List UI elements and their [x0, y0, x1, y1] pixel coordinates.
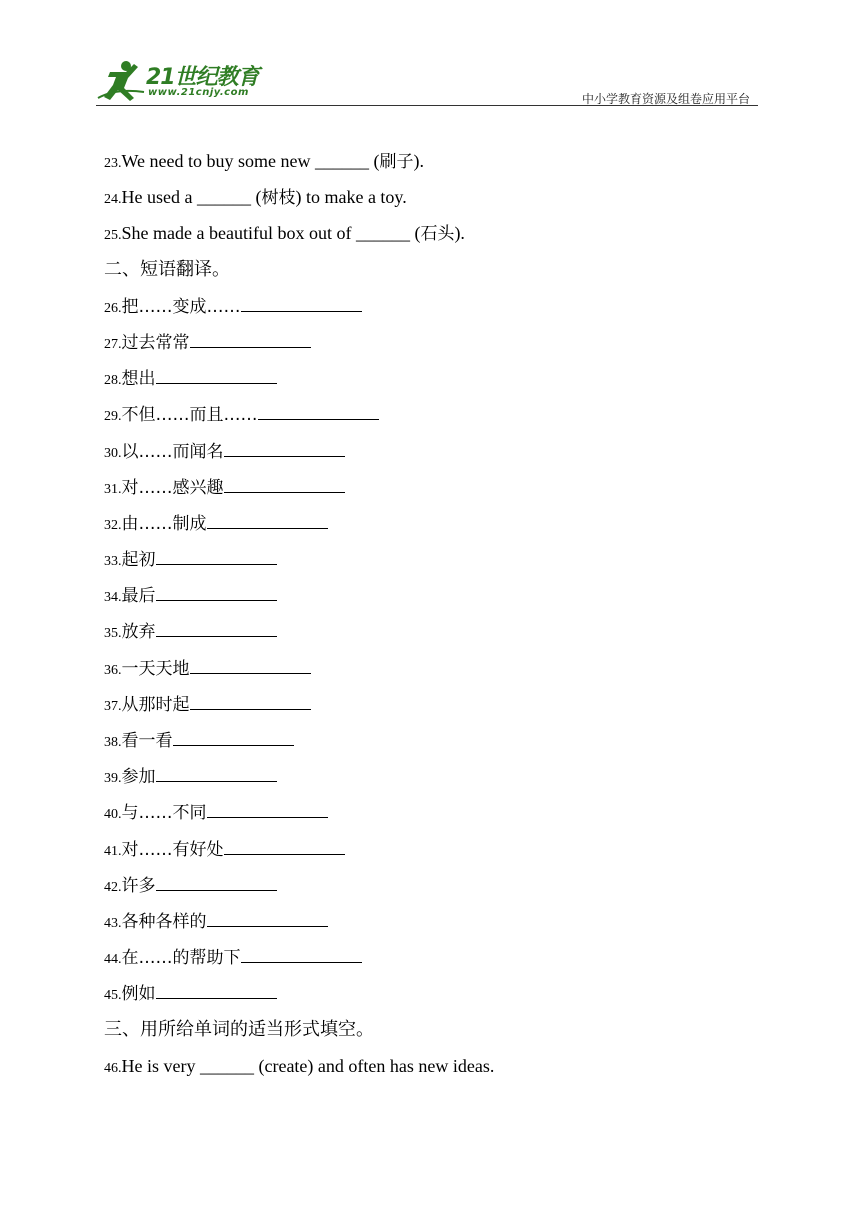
section-heading: 三、用所给单词的适当形式填空。 — [104, 1018, 374, 1040]
answer-blank[interactable] — [190, 657, 311, 674]
phrase-item — [104, 689, 764, 725]
item-number: 36. — [104, 662, 122, 678]
phrase-text: 一天天地 — [121, 658, 190, 679]
phrase-item — [104, 906, 764, 942]
item-number: 33. — [104, 554, 122, 570]
sentence-item — [104, 1051, 764, 1087]
phrase-item — [104, 797, 764, 833]
worksheet-content — [104, 146, 764, 1087]
answer-blank[interactable] — [207, 801, 328, 818]
site-logo — [96, 58, 266, 102]
item-number: 30. — [104, 445, 122, 461]
answer-blank[interactable] — [258, 403, 379, 420]
answer-blank[interactable] — [241, 946, 362, 963]
item-number: 41. — [104, 843, 122, 859]
phrase-item — [104, 327, 764, 363]
phrase-text: 参加 — [121, 767, 156, 788]
phrase-text: 许多 — [121, 875, 156, 896]
phrase-item — [104, 399, 764, 435]
item-number: 27. — [104, 336, 122, 352]
logo-title: 21世纪教育 — [146, 65, 259, 90]
phrase-text: 以……而闻名 — [121, 441, 224, 462]
item-number: 31. — [104, 481, 122, 497]
phrase-text: 最后 — [121, 586, 156, 607]
answer-blank[interactable] — [156, 620, 277, 637]
answer-blank[interactable] — [156, 548, 277, 565]
item-number: 37. — [104, 698, 122, 714]
answer-blank[interactable] — [207, 910, 328, 927]
phrase-item — [104, 508, 764, 544]
phrase-item — [104, 942, 764, 978]
item-number: 25. — [104, 228, 122, 244]
phrase-text: 对……感兴趣 — [121, 477, 224, 498]
answer-blank[interactable] — [156, 367, 277, 384]
answer-blank[interactable] — [173, 729, 294, 746]
header-divider — [96, 105, 758, 106]
phrase-item — [104, 544, 764, 580]
item-number: 32. — [104, 517, 122, 533]
chinese-hint: 树枝 — [261, 188, 296, 209]
phrase-item — [104, 653, 764, 689]
phrase-text: 看一看 — [121, 731, 173, 751]
answer-blank[interactable] — [156, 874, 277, 891]
phrase-text: 对……有好处 — [121, 839, 224, 860]
item-number: 38. — [104, 735, 122, 750]
answer-blank[interactable] — [156, 584, 277, 601]
item-number: 45. — [104, 988, 122, 1004]
item-number: 44. — [104, 952, 122, 968]
answer-blank[interactable] — [190, 693, 311, 710]
logo-url: www.21cnjy.com — [148, 87, 249, 98]
site-name: 中小学教育资源及组卷应用平台 — [581, 92, 750, 106]
phrase-text: 由……制成 — [121, 513, 207, 534]
item-number: 46. — [104, 1060, 122, 1076]
chinese-hint: 石头 — [420, 224, 455, 245]
item-number: 28. — [104, 373, 122, 389]
phrase-item — [104, 580, 764, 616]
answer-blank[interactable] — [224, 476, 345, 493]
answer-blank[interactable] — [241, 295, 362, 312]
phrase-text: 过去常常 — [121, 332, 190, 353]
sentence-text: He is very ______ (create) and often has new ideas. — [121, 1055, 495, 1076]
phrase-item — [104, 870, 764, 906]
item-number: 26. — [104, 300, 122, 316]
phrase-text: 例如 — [121, 984, 156, 1005]
sentence-ending: ). — [454, 223, 465, 244]
answer-blank[interactable] — [190, 331, 311, 348]
phrase-text: 各种各样的 — [121, 911, 207, 932]
page-header — [96, 58, 758, 106]
phrase-item — [104, 978, 764, 1014]
item-number: 24. — [104, 192, 122, 208]
answer-blank[interactable] — [224, 440, 345, 457]
phrase-text: 与……不同 — [121, 803, 207, 824]
phrase-item — [104, 436, 764, 472]
item-number: 42. — [104, 879, 122, 895]
chinese-hint: 刷子 — [379, 152, 414, 172]
phrase-item — [104, 616, 764, 652]
phrase-item — [104, 291, 764, 327]
phrase-item — [104, 725, 764, 761]
phrase-item — [104, 363, 764, 399]
item-number: 35. — [104, 626, 122, 642]
item-number: 29. — [104, 409, 122, 425]
phrase-text: 想出 — [121, 369, 156, 390]
answer-blank[interactable] — [224, 838, 345, 855]
item-number: 43. — [104, 915, 122, 931]
phrase-text: 在……的帮助下 — [121, 948, 241, 969]
item-number: 34. — [104, 590, 122, 606]
sentence-ending: ). — [413, 151, 424, 171]
sentence-text: We need to buy some new ______ ( — [121, 151, 380, 171]
sentence-text: He used a ______ ( — [121, 187, 262, 208]
phrase-item — [104, 472, 764, 508]
phrase-text: 放弃 — [121, 622, 156, 643]
answer-blank[interactable] — [207, 512, 328, 529]
item-number: 40. — [104, 807, 122, 823]
phrase-text: 从那时起 — [121, 694, 190, 715]
answer-blank[interactable] — [156, 982, 277, 999]
sentence-ending: ) to make a toy. — [295, 187, 407, 208]
sentence-text: She made a beautiful box out of ______ ( — [121, 223, 421, 244]
item-number: 39. — [104, 771, 122, 787]
sentence-item — [104, 218, 764, 254]
phrase-item — [104, 834, 764, 870]
phrase-item — [104, 761, 764, 797]
phrase-text: 把……变成…… — [121, 296, 241, 317]
sentence-item — [104, 146, 764, 182]
sentence-item — [104, 182, 764, 218]
runner-logo-icon — [96, 58, 146, 102]
phrase-text: 起初 — [121, 550, 156, 571]
phrase-text: 不但……而且…… — [121, 405, 258, 426]
answer-blank[interactable] — [156, 765, 277, 782]
item-number: 23. — [104, 156, 122, 171]
section-heading: 二、短语翻译。 — [104, 258, 230, 280]
